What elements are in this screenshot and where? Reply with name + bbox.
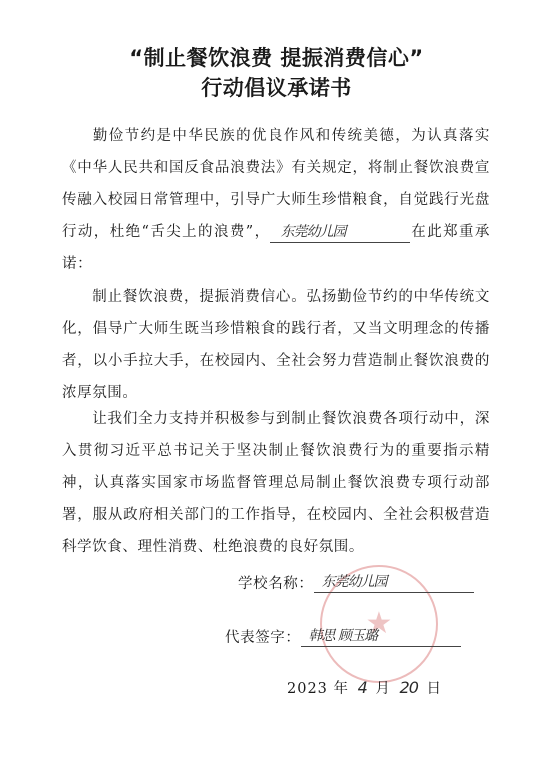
- page-title-line2: 行动倡议承诺书: [201, 76, 352, 100]
- paragraph-2-text: 制止餐饮浪费，提振消费信心。弘扬勤俭节约的中华传统文化，倡导广大师生既当珍惜粮食的践行者，又当文明理念的传播者，以小手拉大手，在校园内、全社会努力营造制止餐饮浪费的浓厚氛围。: [62, 289, 490, 401]
- paragraph-1-text: 勤俭节约是中华民族的优良作风和传统美德，为认真落实《中华人民共和国反食品浪费法》有关规定，将制止餐饮浪费宣传融入校园日常管理中，引导广大师生珍惜粮食，自觉践行光盘行动，杜绝“舌尖上的浪费”，: [62, 128, 490, 240]
- date-day-unit: 日: [426, 681, 442, 697]
- paragraph-1-tail: 在此郑重承诺：: [62, 224, 491, 272]
- representative-signature-row: [225, 626, 461, 647]
- date-year: 2023: [287, 681, 328, 697]
- handwritten-kindergarten-name: 东莞幼儿园: [270, 222, 410, 243]
- school-name-handwriting: 东莞幼儿园: [321, 574, 387, 590]
- paragraph-2: [62, 281, 490, 409]
- date-month-unit: 月: [375, 681, 391, 697]
- seal-star-icon: ★: [365, 606, 393, 641]
- page-title-line1: “制止餐饮浪费 提振消费信心”: [129, 46, 424, 70]
- date-year-unit: 年: [333, 681, 350, 697]
- signing-date: [287, 677, 442, 698]
- school-name-label: 学校名称：: [238, 576, 314, 592]
- date-day: 20: [399, 678, 418, 697]
- paragraph-3-text: 让我们全力支持并积极参与到制止餐饮浪费各项行动中，深入贯彻习近平总书记关于坚决制止餐饮浪费行为的重要指示精神，认真落实国家市场监督管理总局制止餐饮浪费专项行动部署，服从政府相关部门的工作指导，在校园内、全社会积极营造科学饮食、理性消费、杜绝浪费的良好氛围。: [62, 411, 490, 555]
- paragraph-1: [62, 120, 490, 280]
- representative-signature-field: [301, 626, 461, 647]
- school-name-field: [314, 572, 474, 593]
- representative-signature-label: 代表签字：: [225, 630, 301, 646]
- date-month: 4: [357, 678, 367, 697]
- school-name-row: [238, 572, 474, 593]
- paragraph-3: [62, 403, 490, 563]
- representative-signature-handwriting: 韩思 顾玉璐: [308, 628, 377, 644]
